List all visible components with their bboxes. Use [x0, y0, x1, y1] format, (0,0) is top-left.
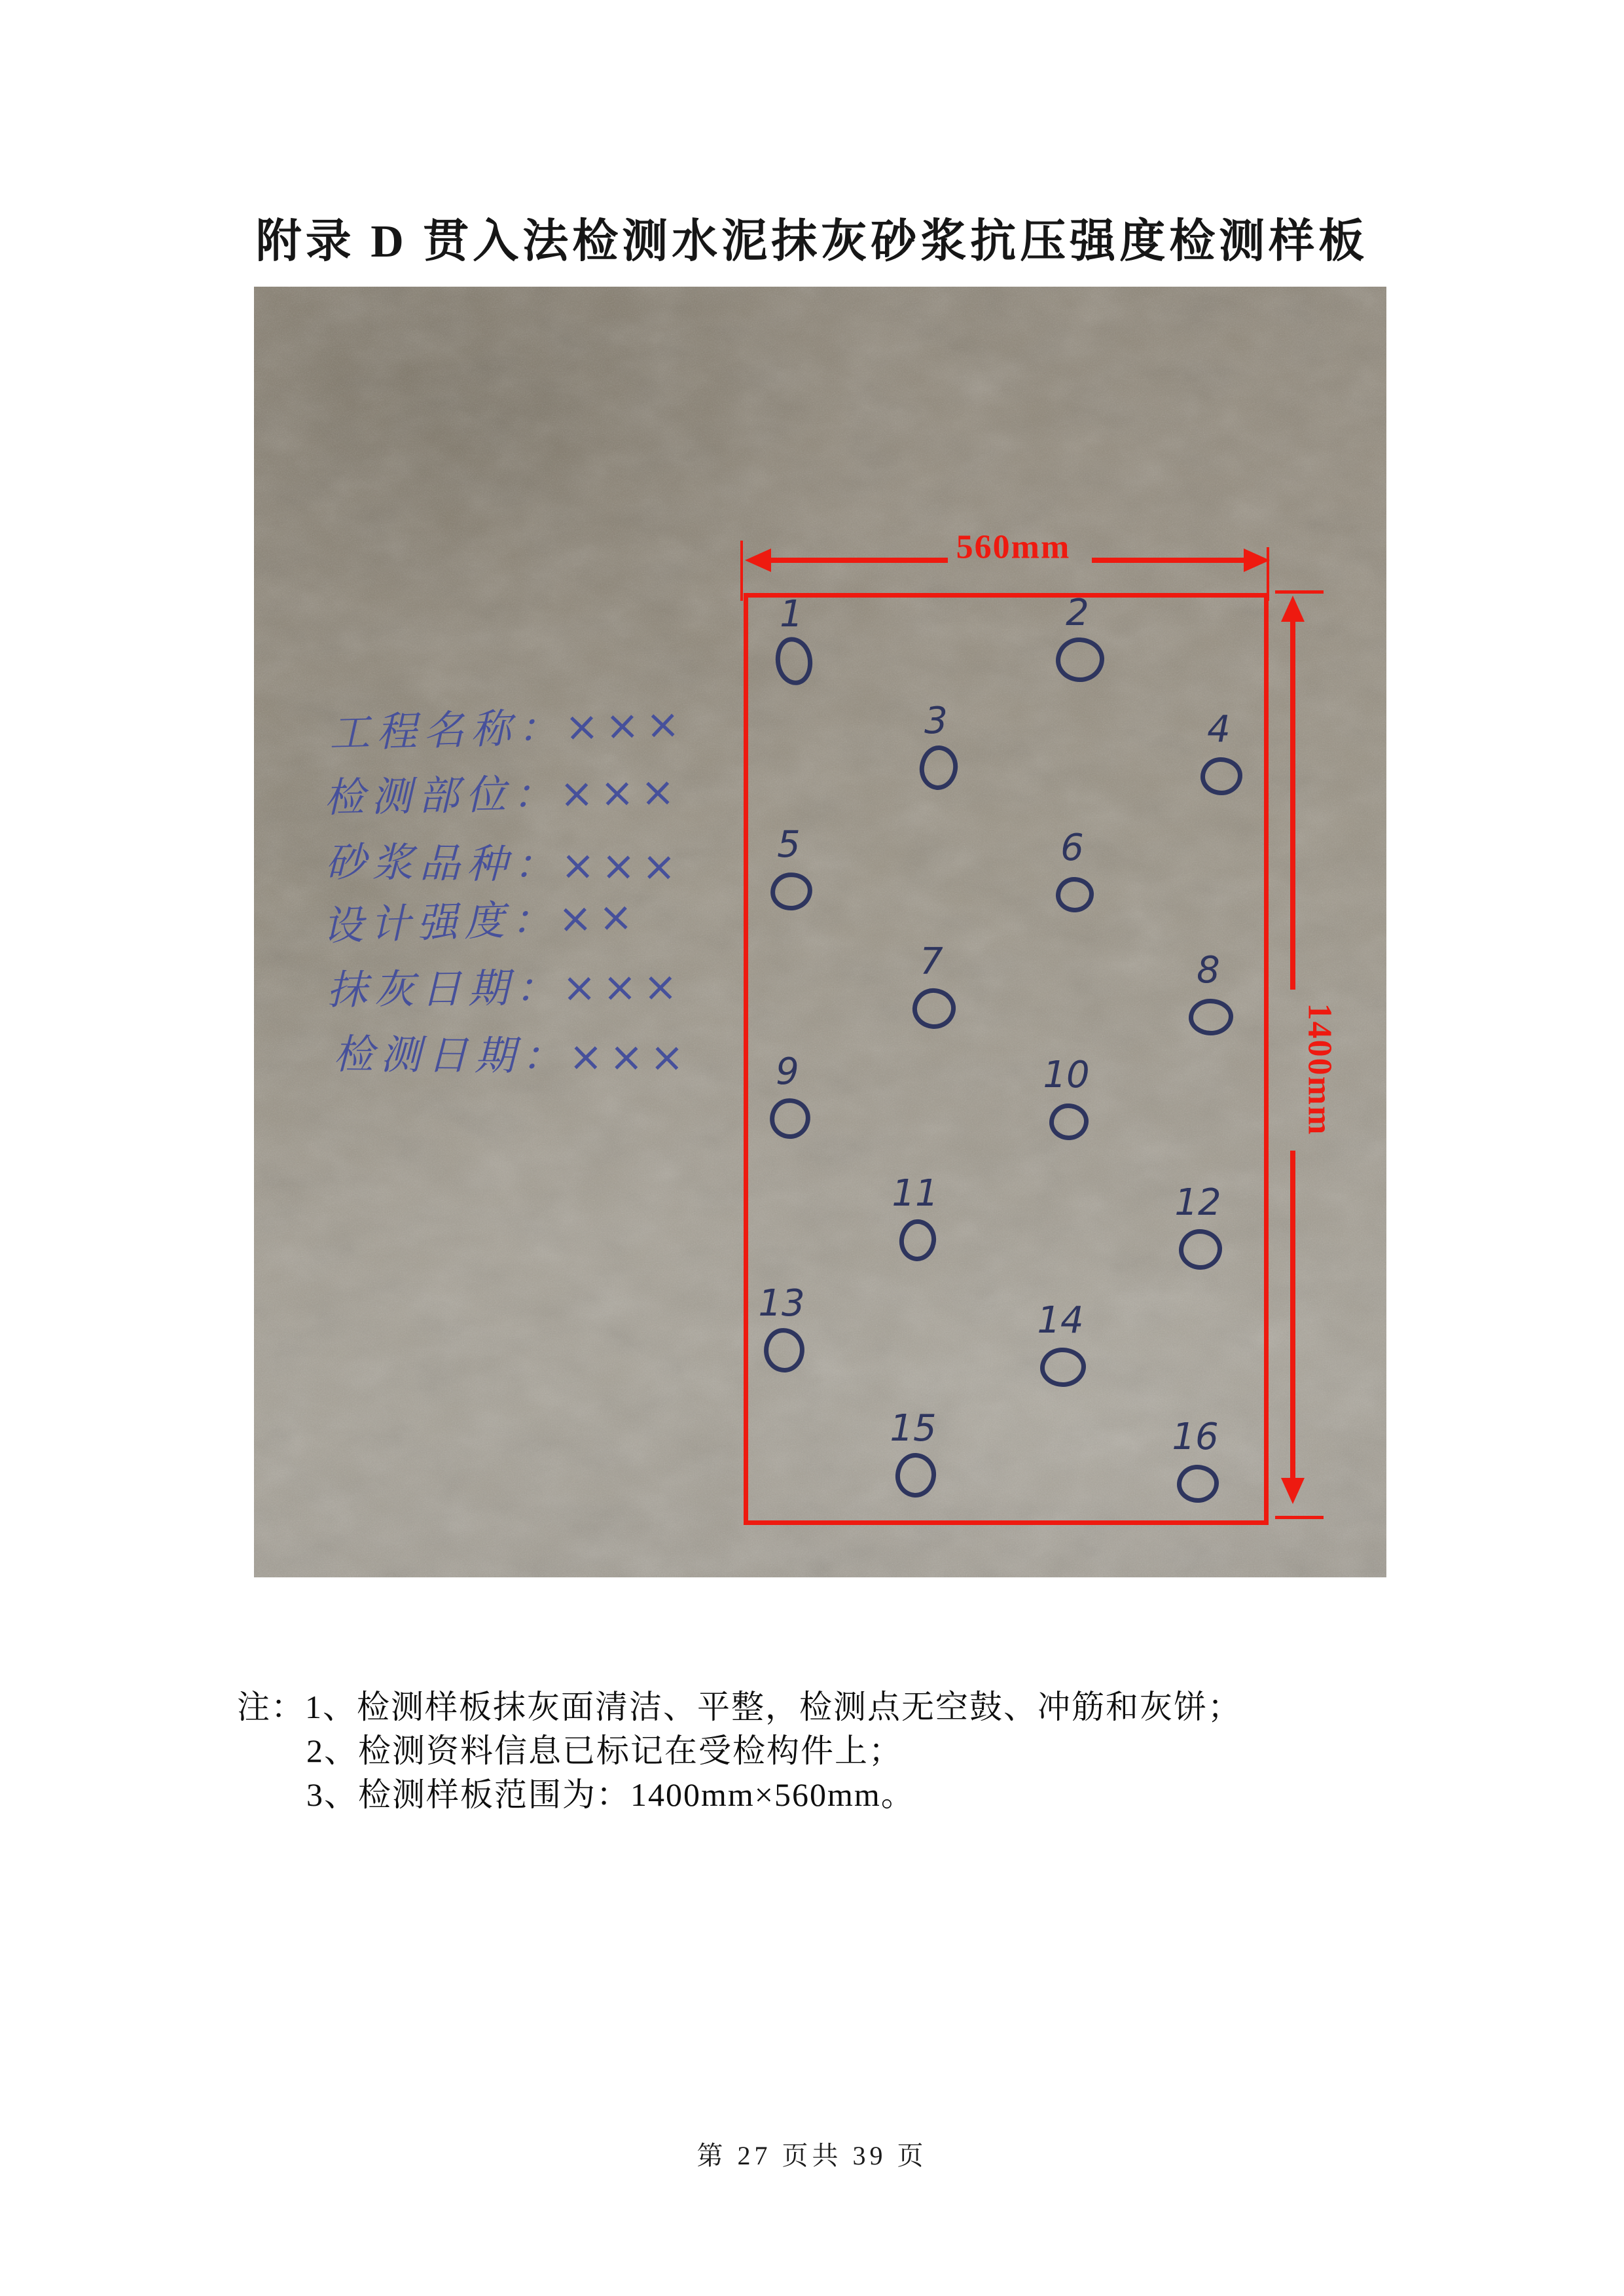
- test-points: [254, 287, 1386, 1577]
- test-point-number: 14: [1037, 1299, 1084, 1342]
- handwritten-line-3: 砂浆品种：×××: [325, 837, 683, 891]
- test-point-circle-icon: [911, 987, 957, 1030]
- test-point-circle-icon: [1179, 1229, 1222, 1270]
- test-point-circle-icon: [1177, 1465, 1219, 1503]
- test-point-number: 8: [1197, 949, 1220, 992]
- test-point-circle-icon: [1049, 1103, 1089, 1140]
- test-point-number: 2: [1066, 592, 1089, 634]
- test-point-number: 1: [780, 593, 803, 636]
- note-line-2: 2、检测资料信息已标记在受检构件上；: [306, 1732, 903, 1769]
- test-point-circle-icon: [767, 1096, 813, 1141]
- test-point-number: 10: [1043, 1054, 1090, 1096]
- handwritten-line-5: 抹灰日期：×××: [326, 962, 685, 1014]
- notes: [237, 1685, 1242, 1817]
- width-dimension-label: 560mm: [956, 528, 1071, 566]
- test-point-number: 3: [924, 700, 948, 742]
- page-title: 附录 D 贯入法检测水泥抹灰砂浆抗压强度检测样板: [255, 217, 1369, 267]
- test-point-number: 7: [920, 941, 943, 983]
- test-point-number: 15: [890, 1407, 937, 1450]
- test-point-circle-icon: [897, 1218, 937, 1263]
- test-point-circle-icon: [772, 634, 816, 689]
- test-point-circle-icon: [1040, 1348, 1086, 1387]
- handwritten-line-1: 工程名称：×××: [328, 699, 687, 757]
- test-point-number: 6: [1060, 827, 1084, 869]
- test-point-number: 16: [1172, 1416, 1219, 1458]
- test-point-number: 11: [892, 1172, 939, 1215]
- note-line-3: 3、检测样板范围为：1400mm×560mm。: [306, 1776, 915, 1813]
- test-point-circle-icon: [1056, 637, 1104, 682]
- test-point-number: 13: [758, 1282, 805, 1325]
- test-point-circle-icon: [918, 744, 960, 792]
- wall-photo: [254, 287, 1386, 1577]
- page-number: 第 27 页共 39 页: [696, 2141, 928, 2170]
- handwritten-line-2: 检测部位：×××: [323, 767, 682, 822]
- test-point-circle-icon: [1056, 877, 1094, 912]
- height-dimension-label: 1400mm: [1301, 1003, 1339, 1136]
- test-point-circle-icon: [762, 1326, 806, 1374]
- handwritten-line-4: 设计强度：××: [321, 892, 640, 950]
- test-point-circle-icon: [768, 870, 814, 912]
- handwritten-line-6: 检测日期：×××: [333, 1030, 691, 1081]
- note-line-1: 注：1、检测样板抹灰面清洁、平整，检测点无空鼓、冲筋和灰饼；: [237, 1689, 1242, 1725]
- test-point-circle-icon: [1189, 999, 1233, 1035]
- test-point-circle-icon: [894, 1452, 937, 1498]
- test-point-number: 12: [1174, 1181, 1221, 1224]
- test-point-number: 5: [777, 823, 801, 866]
- test-point-number: 9: [776, 1050, 799, 1093]
- test-point-circle-icon: [1200, 757, 1242, 795]
- test-point-number: 4: [1207, 708, 1231, 751]
